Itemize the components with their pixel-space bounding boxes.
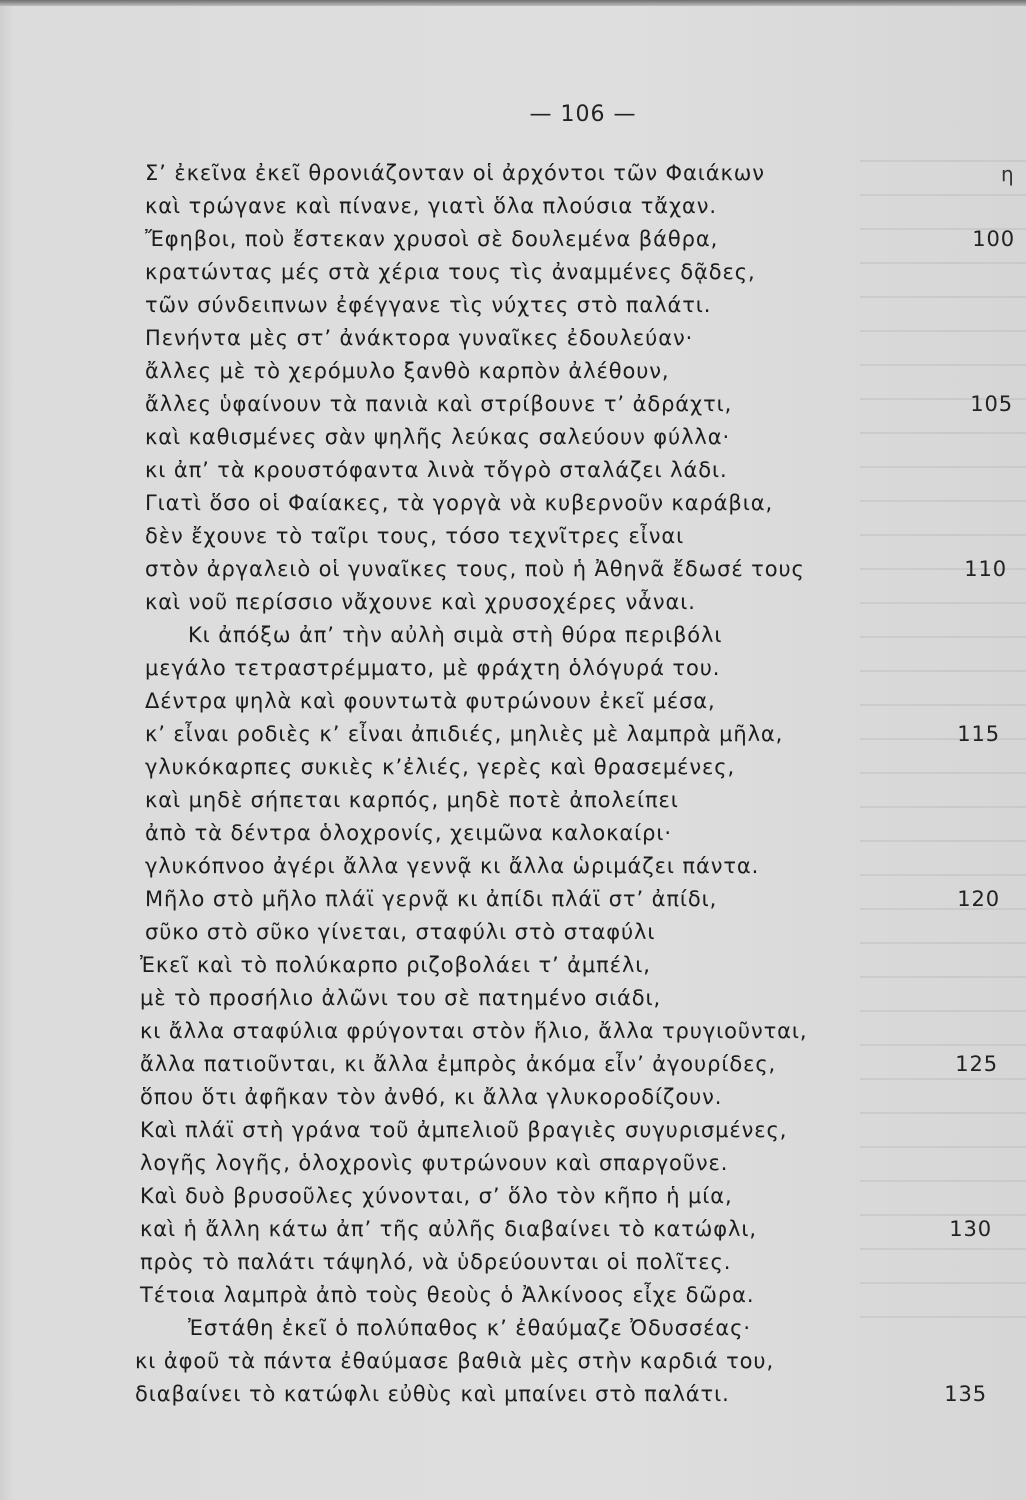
poem-line: δὲν ἔχουνε τὸ ταῖρι τους, τόσο τεχνῖτρες εἶναι	[145, 524, 685, 548]
poem-line: Πενήντα μὲς στ’ ἀνάκτορα γυναῖκες ἐδουλεύαν·	[145, 326, 694, 350]
poem-line: καὶ νοῦ περίσσιο νἄχουνε καὶ χρυσοχέρες νἆναι.	[145, 590, 696, 614]
poem-line: σῦκο στὸ σῦκο γίνεται, σταφύλι στὸ σταφύλι	[145, 920, 656, 944]
poem-line: ἄλλες μὲ τὸ χερόμυλο ξανθὸ καρπὸν ἀλέθουν,	[145, 359, 670, 383]
poem-line: ἀπὸ τὰ δέντρα ὁλοχρονίς, χειμῶνα καλοκαίρι·	[145, 821, 672, 845]
poem-line: κι ἀπ’ τὰ κρουστόφαντα λινὰ τὄγρὸ σταλάζει λάδι.	[145, 458, 728, 482]
margin-mark: η	[1001, 162, 1014, 186]
poem-line: καὶ μηδὲ σήπεται καρπός, μηδὲ ποτὲ ἀπολείπει	[145, 788, 679, 812]
poem-line: κι ἀφοῦ τὰ πάντα ἐθαύμασε βαθιὰ μὲς στὴν καρδιά του,	[135, 1349, 775, 1373]
poem-line: Δέντρα ψηλὰ καὶ φουντωτὰ φυτρώνουν ἐκεῖ μέσα,	[145, 689, 716, 713]
poem-line: Κι ἀπόξω ἀπ’ τὴν αὐλὴ σιμὰ στὴ θύρα περιβόλι	[188, 623, 723, 647]
poem-line: ἄλλες ὑφαίνουν τὰ πανιὰ καὶ στρίβουνε τ’ ἀδράχτι, 105	[145, 392, 1013, 416]
poem-line: τῶν σύνδειπνων ἐφέγγανε τὶς νύχτες στὸ παλάτι.	[145, 293, 712, 317]
poem-line: Ἐκεῖ καὶ τὸ πολύκαρπο ριζοβολάει τ’ ἀμπέλι,	[140, 953, 651, 977]
poem-line: Γιατὶ ὅσο οἱ Φαίακες, τὰ γοργὰ νὰ κυβερνοῦν καράβια,	[145, 491, 774, 515]
poem-line: ἄλλα πατιοῦνται, κι ἄλλα ἐμπρὸς ἀκόμα εἶν’ ἀγουρίδες, 125	[140, 1052, 998, 1076]
poem-line: Ἔφηβοι, ποὺ ἔστεκαν χρυσοὶ σὲ δουλεμένα βάθρα, 100	[145, 227, 1015, 251]
poem-line: μεγάλο τετραστρέμματο, μὲ φράχτη ὁλόγυρά του.	[145, 656, 721, 680]
poem-line: Τέτοια λαμπρὰ ἀπὸ τοὺς θεοὺς ὁ Ἀλκίνοος εἶχε δῶρα.	[140, 1283, 755, 1307]
poem-line: λογῆς λογῆς, ὁλοχρονὶς φυτρώνουν καὶ σπαργοῦνε.	[140, 1151, 729, 1175]
poem-line: καὶ καθισμένες σὰν ψηλῆς λεύκας σαλεύουν φύλλα·	[145, 425, 731, 449]
poem-line: Καὶ δυὸ βρυσοῦλες χύνονται, σ’ ὅλο τὸν κῆπο ἡ μία,	[140, 1184, 733, 1208]
poem-line: Καὶ πλάϊ στὴ γράνα τοῦ ἀμπελιοῦ βραγιὲς συγυρισμένες,	[140, 1118, 788, 1142]
poem-line: πρὸς τὸ παλάτι τάψηλό, νὰ ὑδρεύουνται οἱ πολῖτες.	[140, 1250, 732, 1274]
poem-line: καὶ ἡ ἄλλη κάτω ἀπ’ τῆς αὐλῆς διαβαίνει τὸ κατώφλι, 130	[140, 1217, 992, 1241]
poem-line: καὶ τρώγανε καὶ πίνανε, γιατὶ ὅλα πλούσια τἄχαν.	[145, 194, 718, 218]
poem-line: ὅπου ὅτι ἀφῆκαν τὸν ἀνθό, κι ἄλλα γλυκοροδίζουν.	[140, 1085, 723, 1109]
poem-line: διαβαίνει τὸ κατώφλι εὐθὺς καὶ μπαίνει στὸ παλάτι. 135	[135, 1382, 987, 1406]
poem-line: Ἐστάθη ἐκεῖ ὁ πολύπαθος κ’ ἐθαύμαζε Ὀδυσσέας·	[188, 1316, 751, 1340]
poem-line: κρατώντας μές στὰ χέρια τους τὶς ἀναμμένες δᾷδες,	[145, 260, 756, 284]
poem-line: Σ’ ἐκεῖνα ἐκεῖ θρονιάζονταν οἱ ἀρχόντοι τῶν Φαιάκων	[145, 161, 765, 185]
poem-line: γλυκόκαρπες συκιὲς κ’ἐλιές, γερὲς καὶ θρασεμένες,	[145, 755, 736, 779]
poem-line: Μῆλο στὸ μῆλο πλάϊ γερνᾷ κι ἀπίδι πλάϊ στ’ ἀπίδι, 120	[145, 887, 1000, 911]
page-number: — 106 —	[529, 102, 637, 127]
poem-line: γλυκόπνοο ἀγέρι ἄλλα γεννᾷ κι ἄλλα ὡριμάζει πάντα.	[145, 854, 760, 878]
poem-line: κι ἄλλα σταφύλια φρύγονται στὸν ἥλιο, ἄλλα τρυγιοῦνται,	[140, 1019, 808, 1043]
poem-line: κ’ εἶναι ροδιὲς κ’ εἶναι ἀπιδιές, μηλιὲς μὲ λαμπρὰ μῆλα, 115	[145, 722, 1000, 746]
poem-line: μὲ τὸ προσήλιο ἀλῶνι του σὲ πατημένο σιάδι,	[140, 986, 662, 1010]
poem-line: στὸν ἀργαλειὸ οἱ γυναῖκες τους, ποὺ ἡ Ἀθηνᾶ ἔδωσέ τους 110	[145, 557, 1007, 581]
